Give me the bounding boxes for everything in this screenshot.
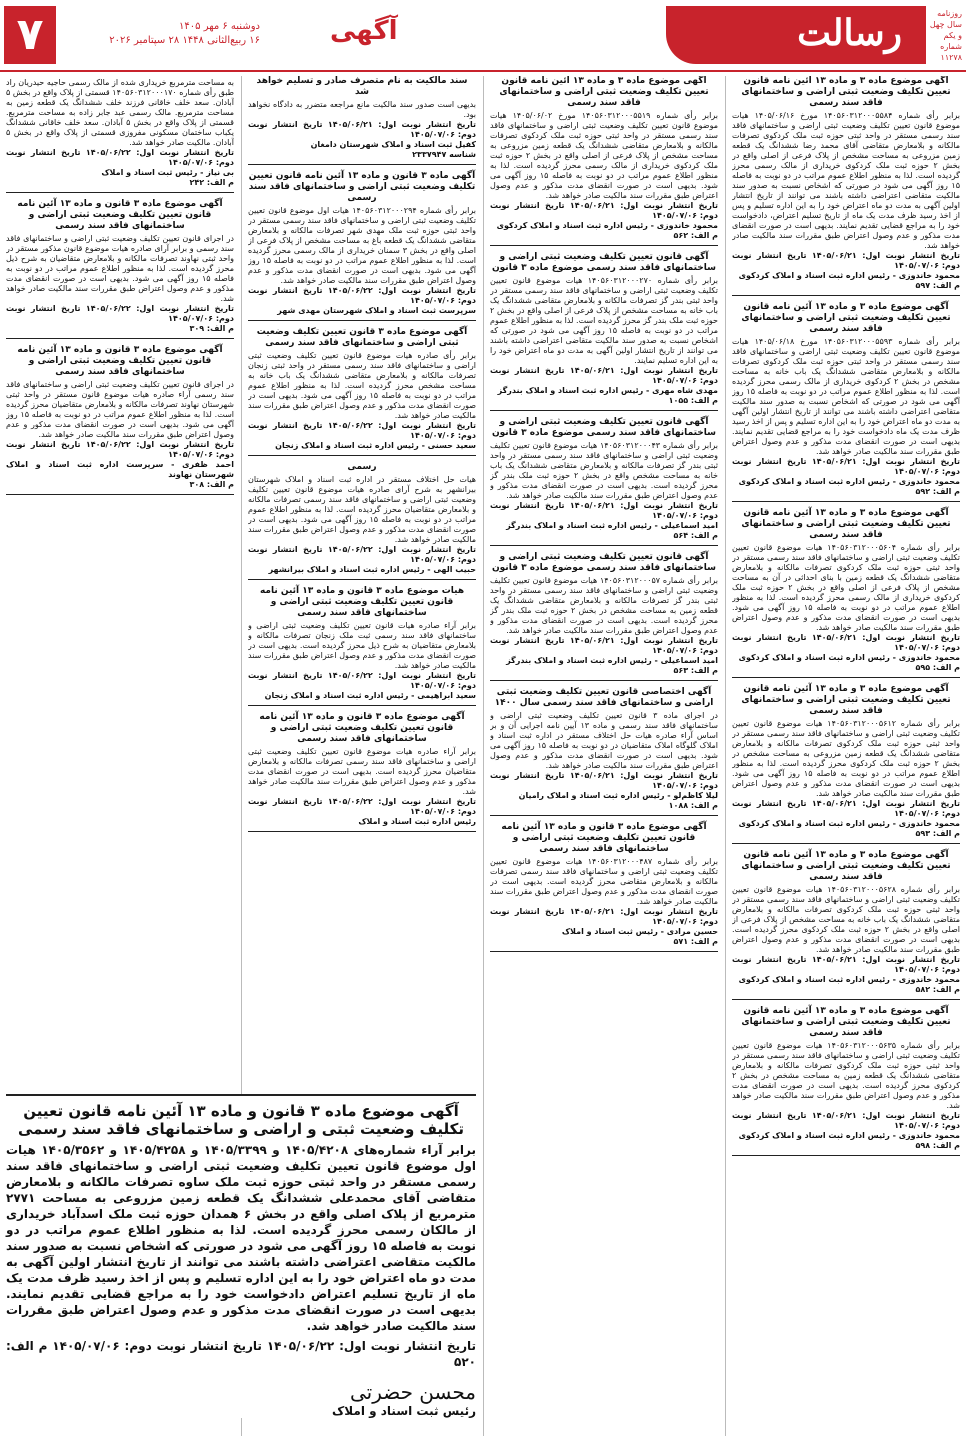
legal-notice xyxy=(732,1006,960,1156)
notice-body: برابر رأی شماره ۱۴۰۵۶۰۳۱۲۰۰۰۵۵۸۴ مورخ ۱۴۰۵/۰۶/۱۶ هیات موضوع قانون تعیین تکلیف وضعیت ثبتی اراضی و ساختمانهای فاقد سند رسمی مستقر در واحد ثبتی حوزه ثبت ملک کردکوی تصرفات مالکانه و بلامعارض متقاضی آقای محمد رضا ششدانگ یک قطعه زمین مزروعی به مساحت مشخص از پلاک فرعی از اصلی واقع در بخش ۲ حوزه ثبت ملک کردکوی خریداری از مالک رسمی محرز گردیده است. لذا به منظور اطلاع عموم مراتب در دو نوبت به فاصله ۱۵ روز آگهی می شود در صورتی که اشخاص نسبت به صدور سند مالکیت متقاضی اعتراضی داشته باشند می توانند از تاریخ انتشار اولین آگهی به مدت دو ماه اعتراض خود را به این اداره تسلیم و پس از اخذ رسید ظرف مدت یک ماه از تاریخ تسلیم اعتراض، دادخواست خود را به مراجع قضایی تقدیم نمایند. بدیهی است در صورت انقضای مدت مذکور و عدم وصول اعتراض طبق مقررات سند مالکیت صادر خواهد شد. xyxy=(732,111,960,250)
notice-title: سند مالکیت به نام متصرف صادر و تسلیم خواهد شد xyxy=(256,76,468,97)
notice-title: آگهی موضوع ماده ۳ و ماده ۱۳ آئین نامه قانون تعیین تکلیف وضعیت ثبتی اراضی و ساختمانهای فاقد سند رسمی xyxy=(741,302,951,334)
notice-signature: حبیب الهی - رئیس اداره ثبت اسناد و املاک بیرانشهر xyxy=(268,565,476,574)
notice-title: آگهی قانون تعیین تکلیف وضعیت ثبتی اراضی و ساختمانهای فاقد سند رسمی موضوع ماده ۳ قانون xyxy=(491,417,716,438)
column-divider xyxy=(483,76,484,1436)
notice-title: آگهی موضوع ماده ۳ قانون و ماده ۱۳ آئین نامه قانون تعیین تکلیف وضعیت ثبتی اراضی و ساختمانهای فاقد سند رسمی xyxy=(17,199,223,231)
notice-signature: محمود خاندوزی - رئیس اداره ثبت اسناد و املاک کردکوی xyxy=(738,271,960,280)
notice-signature: بی نیاز - رئیس ثبت اسناد و املاک xyxy=(101,168,234,177)
legal-notice xyxy=(248,586,476,706)
notice-signature: مهدی شاه مهری - رئیس اداره ثبت اسناد و املاک بندرگز xyxy=(497,386,718,395)
legal-notice xyxy=(248,171,476,321)
notice-title: آگهی موضوع ماده ۳ و ماده ۱۳ آئین نامه قانون تعیین تکلیف وضعیت ثبتی اراضی و ساختمانهای فاقد سند رسمی xyxy=(741,508,951,540)
notice-date: تاریخ انتشار نوبت اول: ۱۴۰۵/۰۶/۲۲ تاریخ انتشار نوبت دوم: ۱۴۰۵/۰۷/۰۶ xyxy=(248,286,476,305)
notice-code: شناسه ۲۳۳۷۹۴۷ xyxy=(412,150,476,159)
legal-notice xyxy=(490,687,718,816)
legal-notice xyxy=(248,712,476,832)
notice-code: م الف: ۵۶۳ xyxy=(673,666,718,675)
legal-notice xyxy=(490,417,718,546)
issue-label: شماره ۱۱۲۷۸ xyxy=(940,42,962,62)
notice-signature: محمود خاندوزی - رئیس اداره ثبت اسناد و املاک کردکوی xyxy=(738,819,960,828)
year-label: سال چهل و یکم xyxy=(929,20,962,40)
notice-date: تاریخ انتشار نوبت اول: ۱۴۰۵/۰۶/۲۱ تاریخ انتشار نوبت دوم: ۱۴۰۵/۰۷/۰۶ xyxy=(490,366,718,385)
column-1 xyxy=(732,76,960,1436)
notice-body: برابر رأی شماره ۱۴۰۵۶۰۳۱۲۰۰۰۵۶۳۵ هیات موضوع قانون تعیین تکلیف وضعیت ثبتی اراضی و ساختمانهای فاقد سند رسمی مستقر در واحد ثبتی حوزه ثبت ملک کردکوی تصرفات مالکانه و بلامعارض متقاضی ششدانگ یک قطعه زمین به مساحت مشخص در بخش ۲ کردکوی محرز گردیده است. بدیهی است در صورت انقضای مدت مذکور و عدم وصول اعتراض طبق مقررات سند مالکیت صادر خواهد شد. xyxy=(732,1041,960,1110)
featured-body: برابر آراء شماره‌های ۱۴۰۵/۴۲۰۸ و ۱۴۰۵/۳۳۹۹ و ۱۴۰۵/۴۲۵۸ و ۱۴۰۵/۳۵۶۲ هیات اول موضوع قانون تعیین تکلیف وضعیت ثبتی اراضی و ساختمانهای فاقد سند رسمی مستقر در واحد ثبتی حوزه ثبت ملک ساوه تصرفات مالکانه و بلامعارض متقاضی آقای محمدعلی ششدانگ یک قطعه زمین مزروعی به مساحت ۲۷۷۱ مترمربع از پلاک اصلی واقع در بخش ۶ همدان حوزه ثبت ملک اسدآباد خریداری از مالکان رسمی محرز گردیده است. لذا به منظور اطلاع عموم مراتب در دو نوبت به فاصله ۱۵ روز آگهی می شود در صورتی که اشخاص نسبت به صدور سند مالکیت متقاضی اعتراضی داشته باشند می توانند از تاریخ انتشار اولین آگهی به مدت دو ماه اعتراض خود را به این اداره تسلیم و پس از اخذ رسید ظرف مدت یک ماه از تاریخ تسلیم اعتراض دادخواست خود را به مراجع قضایی تقدیم نمایند. بدیهی است در صورت انقضای مدت مذکور و عدم وصول اعتراض طبق مقررات سند مالکیت صادر خواهد شد. xyxy=(6,1143,476,1333)
notice-date: تاریخ انتشار نوبت اول: ۱۴۰۵/۰۶/۲۲ تاریخ انتشار نوبت دوم: ۱۴۰۵/۰۷/۰۶ xyxy=(6,440,234,459)
legal-notice xyxy=(490,822,718,952)
notice-signature: محمود خاندوزی - رئیس اداره ثبت اسناد و املاک کردکوی xyxy=(738,1131,960,1140)
notice-body: برابر آراء صادره هیات قانون تعیین تکلیف وضعیت ثبتی اراضی و ساختمانهای فاقد سند رسمی ثبت ملک زنجان تصرفات مالکانه و بلامعارض متقاضیان به شرح ذیل محرز گردیده است. بدیهی است در صورت انقضای مدت مذکور و عدم وصول اعتراض طبق مقررات سند مالکیت صادر خواهد شد. xyxy=(248,621,476,670)
legal-notice xyxy=(6,345,234,495)
notice-body: برابر رأی شماره ۱۴۰۵۶۰۳۱۲۰۰۰۴۸۷ هیات موضوع قانون تعیین تکلیف وضعیت ثبتی اراضی و ساختمانهای فاقد سند رسمی تصرفات مالکانه و بلامعارض متقاضی محرز گردیده است. بدیهی است در صورت انقضای مدت مذکور و عدم وصول اعتراض طبق مقررات سند مالکیت صادر خواهد شد. xyxy=(490,857,718,906)
notice-date: تاریخ انتشار نوبت اول: ۱۴۰۵/۰۶/۲۲ تاریخ انتشار نوبت دوم: ۱۴۰۵/۰۷/۰۶ xyxy=(248,797,476,816)
notice-signature: رئیس اداره ثبت اسناد و املاک xyxy=(358,817,476,826)
notice-date: تاریخ انتشار نوبت اول: ۱۴۰۵/۰۶/۲۲ تاریخ انتشار نوبت دوم: ۱۴۰۵/۰۷/۰۶ xyxy=(6,304,234,323)
notice-code: م الف: ۳۰۹ xyxy=(189,324,234,333)
notice-signature: لیلا کاظم‌لو - رئیس اداره ثبت اسناد و املاک رامیان xyxy=(518,791,718,800)
featured-notice xyxy=(6,1094,476,1418)
newspaper-logo xyxy=(666,6,926,64)
notice-date: تاریخ انتشار نوبت اول: ۱۴۰۵/۰۶/۲۱ تاریخ انتشار نوبت دوم: ۱۴۰۵/۰۷/۰۶ xyxy=(732,955,960,974)
notice-signature: احمد ظفری - سرپرست اداره ثبت اسناد و املاک شهرستان نهاوند xyxy=(6,460,234,479)
notice-code: م الف: ۱۰۵۵ xyxy=(668,396,718,405)
legal-notice xyxy=(490,552,718,681)
notice-title: آگهی ماده ۳ قانون و ماده ۱۳ آئین نامه قانون تعیین تکلیف وضعیت ثبتی اراضی و ساختمانهای فاقد سند رسمی xyxy=(248,171,476,203)
notice-date: تاریخ انتشار نوبت اول: ۱۴۰۵/۰۶/۲۱ تاریخ انتشار نوبت دوم: ۱۴۰۵/۰۷/۰۶ xyxy=(490,501,718,520)
notice-code: م الف: ۵۹۲ xyxy=(915,487,960,496)
featured-title: آگهی موضوع ماده ۳ قانون و ماده ۱۳ آئین نامه قانون تعیین تکلیف وضعیت ثبتی و اراضی و ساختمانهای فاقد سند رسمی xyxy=(17,1102,465,1138)
notice-body: بدیهی است صدور سند مالکیت مانع مراجعه متضرر به دادگاه نخواهد بود. xyxy=(248,100,476,119)
notice-body: به مساحت مترمربع خریداری شده از مالک رسمی حاجیه حیدریان راد طبق رأی شماره ۱۴۰۵۶۰۳۱۲۰۰۰۱۷۰ قسمتی از پلاک واقع در بخش ۵ آبادان. سعد خلف خاقانی فرزند خلف ششدانگ یک قطعه زمین به مساحت مترمربع. مالک رسمی عبد جابر زاده به مساحت مترمربع. قسمتی از پلاک واقع در بخش ۵ آبادان. سعد خلف خاقانی ششدانگ یکباب ساختمان مسکونی مفروزی قسمتی از پلاک واقع در بخش ۵ آبادان. مالکیت صادر خواهد شد. xyxy=(6,78,234,147)
legal-notice xyxy=(6,78,234,193)
notice-date: تاریخ انتشار نوبت اول: ۱۴۰۵/۰۶/۲۱ تاریخ انتشار نوبت دوم: ۱۴۰۵/۰۷/۰۶ xyxy=(490,201,718,220)
masthead-bar xyxy=(0,0,966,72)
notice-title: آگهی موضوع ماده ۳ قانون تعیین تکلیف وضعیت ثبتی اراضی و ساختمانهای فاقد سند رسمی xyxy=(256,327,468,348)
notice-code: م الف: ۵۹۳ xyxy=(915,829,960,838)
notice-signature: کفیل ثبت اسناد و املاک شهرستان دامغان xyxy=(310,140,476,149)
notice-body: در اجرای قانون تعیین تکلیف وضعیت ثبتی اراضی و ساختمانهای فاقد سند رسمی آراء صادره هیات موضوع قانون مستقر در واحد ثبتی شهرستان نهاوند تصرفات مالکانه و بلامعارض متقاضیان محرز گردیده است. لذا به منظور اطلاع عموم مراتب در دو نوبت به فاصله ۱۵ روز آگهی می شود. بدیهی است در صورت انقضای مدت مذکور و عدم وصول اعتراض طبق مقررات سند مالکیت صادر خواهد شد. xyxy=(6,380,234,439)
notice-date: تاریخ انتشار نوبت اول: ۱۴۰۵/۰۶/۲۲ تاریخ انتشار نوبت دوم: ۱۴۰۵/۰۷/۰۶ xyxy=(6,148,234,167)
signature-title: رئیس ثبت اسناد و املاک xyxy=(332,1404,476,1418)
notice-signature: محمود خاندوزی - رئیس اداره ثبت اسناد و املاک کردکوی xyxy=(738,477,960,486)
notice-code: م الف: ۳۰۸ xyxy=(189,480,234,489)
notice-title: آگهی قانون تعیین تکلیف وضعیت ثبتی اراضی و ساختمانهای فاقد سند رسمی موضوع ماده ۳ قانون xyxy=(491,552,716,573)
notice-signature: حسین مرادی - رئیس ثبت اسناد و املاک xyxy=(561,927,718,936)
notice-signature: سعید ابراهیمی - رئیس اداره ثبت اسناد و املاک زنجان xyxy=(264,691,476,700)
notice-date: تاریخ انتشار نوبت اول: ۱۴۰۵/۰۶/۲۱ تاریخ انتشار نوبت دوم: ۱۴۰۵/۰۷/۰۶ xyxy=(490,907,718,926)
notice-code: م الف: ۲۴۲ xyxy=(189,178,234,187)
masthead-meta xyxy=(928,8,962,62)
notice-body: برابر رأی شماره ۱۴۰۵۶۰۳۱۲۰۰۰۲۷۰ هیات موضوع قانون تعیین تکلیف وضعیت ثبتی اراضی و ساختمانهای فاقد سند رسمی مستقر در واحد ثبتی بندر گز تصرفات مالکانه و بلامعارض متقاضی ششدانگ یک باب خانه به مساحت مشخص از پلاک فرعی از اصلی واقع در بخش ۲ حوزه ثبت ملک بندر گز محرز گردیده است. لذا به منظور اطلاع عموم مراتب در دو نوبت به فاصله ۱۵ روز آگهی می شود در صورتی که اشخاص نسبت به صدور سند مالکیت متقاضی اعتراضی داشته باشند می توانند از تاریخ انتشار اولین آگهی به مدت دو ماه اعتراض خود را به این اداره تسلیم نمایند. xyxy=(490,276,718,365)
notice-code: م الف: ۵۹۷ xyxy=(915,281,960,290)
legal-notice xyxy=(6,199,234,339)
notice-signature: امید اسماعیلی - رئیس اداره ثبت اسناد و املاک بندرگز xyxy=(506,656,718,665)
notice-body: هیات حل اختلاف مستقر در اداره ثبت اسناد و املاک شهرستان بیرانشهر به شرح آرای صادره هیات موضوع قانون تعیین تکلیف وضعیت ثبتی اراضی و ساختمانهای فاقد سند رسمی تصرفات مالکانه و بلامعارض متقاضیان محرز گردیده است. لذا به منظور اطلاع عموم مراتب در دو نوبت به فاصله ۱۵ روز آگهی می شود. بدیهی است در صورت انقضای مدت مذکور و عدم وصول اعتراض طبق مقررات سند مالکیت صادر خواهد شد. xyxy=(248,475,476,544)
notice-title: آگهی موضوع ماده ۳ قانون و ماده ۱۳ آئین نامه قانون تعیین تکلیف وضعیت ثبتی اراضی و ساختمانهای فاقد سند رسمی xyxy=(501,822,707,854)
date-other: ۱۶ ربیع‌الثانی ۱۴۴۸ ۲۸ سپتامبر ۲۰۲۶ xyxy=(109,35,260,46)
notice-date: تاریخ انتشار نوبت اول: ۱۴۰۵/۰۶/۲۱ تاریخ انتشار نوبت دوم: ۱۴۰۵/۰۷/۰۶ xyxy=(732,799,960,818)
legal-notice xyxy=(732,508,960,678)
legal-notice xyxy=(248,327,476,456)
legal-notice xyxy=(732,302,960,502)
notice-date: تاریخ انتشار نوبت اول: ۱۴۰۵/۰۶/۲۱ تاریخ انتشار نوبت دوم: ۱۴۰۵/۰۷/۰۶ xyxy=(732,457,960,476)
brand-small: روزنامه xyxy=(937,9,962,18)
notice-code: م الف: ۵۸۲ xyxy=(915,985,960,994)
legal-notice xyxy=(732,76,960,296)
notice-body: برابر رأی شماره ۱۴۰۵۶۰۳۱۲۰۰۰۵۵۹۳ مورخ ۱۴۰۵/۰۶/۱۸ هیات موضوع قانون تعیین تکلیف وضعیت ثبتی اراضی و ساختمانهای فاقد سند رسمی مستقر در واحد ثبتی حوزه ثبت ملک کردکوی تصرفات مالکانه و بلامعارض متقاضی ششدانگ یک باب خانه به مساحت مشخص در بخش ۲ کردکوی خریداری از مالک رسمی محرز گردیده است. لذا به منظور اطلاع عموم مراتب در دو نوبت به فاصله ۱۵ روز آگهی می شود در صورتی که اشخاص نسبت به صدور سند مالکیت متقاضی اعتراضی داشته باشند می توانند از تاریخ انتشار اولین آگهی به مدت دو ماه اعتراض خود را به این اداره تسلیم و پس از اخذ رسید ظرف مدت یک ماه دادخواست خود را به مراجع قضایی تقدیم نمایند. بدیهی است در صورت انقضای مدت مذکور و عدم وصول اعتراض طبق مقررات سند مالکیت صادر خواهد شد. xyxy=(732,337,960,456)
legal-notice xyxy=(248,76,476,165)
date-box xyxy=(60,20,260,48)
notice-title: آگهی موضوع ماده ۳ و ماده ۱۳ آئین نامه قانون تعیین تکلیف وضعیت ثبتی اراضی و ساختمانهای فاقد سند رسمی xyxy=(499,76,709,108)
notice-date: تاریخ انتشار نوبت اول: ۱۴۰۵/۰۶/۲۱ تاریخ انتشار نوبت دوم: ۱۴۰۵/۰۷/۰۶ xyxy=(248,120,476,139)
notice-body: برابر آراء صادره هیات موضوع قانون تعیین تکلیف وضعیت ثبتی اراضی و ساختمانهای فاقد سند رسمی تصرفات مالکانه و بلامعارض متقاضیان محرز گردیده است. بدیهی است در صورت انقضای مدت مذکور و عدم وصول اعتراض طبق مقررات سند مالکیت صادر خواهد شد. xyxy=(248,747,476,796)
notice-code: م الف: ۵۶۴ xyxy=(673,531,718,540)
notice-body: برابر رأی شماره ۱۴۰۵۶۰۳۱۲۰۰۰۵۶۰۴ هیات موضوع قانون تعیین تکلیف وضعیت ثبتی اراضی و ساختمانهای فاقد سند رسمی مستقر در واحد ثبتی حوزه ثبت ملک کردکوی تصرفات مالکانه و بلامعارض متقاضی ششدانگ یک قطعه زمین با بنای احداثی در آن به مساحت مشخص از پلاک فرعی از اصلی واقع در بخش ۲ حوزه ثبت ملک کردکوی خریداری از مالک رسمی محرز گردیده است. لذا به منظور اطلاع عموم مراتب در دو نوبت به فاصله ۱۵ روز آگهی می شود. بدیهی است در صورت انقضای مدت مذکور و عدم وصول اعتراض طبق مقررات سند مالکیت صادر خواهد شد. xyxy=(732,543,960,632)
legal-notice xyxy=(490,76,718,246)
notice-body: در اجرای ماده ۳ قانون تعیین تکلیف وضعیت ثبتی اراضی و ساختمانهای فاقد سند رسمی و ماده ۱۳ آیین نامه اجرایی آن و بر اساس آراء صادره هیات حل اختلاف مستقر در اداره ثبت اسناد و املاک گلوگاه املاک متقاضیان در دو نوبت به فاصله ۱۵ روز آگهی می شود. بدیهی است در صورت انقضای مدت مذکور و عدم وصول اعتراض طبق مقررات سند مالکیت صادر خواهد شد. xyxy=(490,711,718,770)
notice-signature: سعید حسنی - رئیس اداره ثبت اسناد و املاک زنجان xyxy=(275,441,476,450)
notice-date: تاریخ انتشار نوبت اول: ۱۴۰۵/۰۶/۲۱ تاریخ انتشار نوبت دوم: ۱۴۰۵/۰۷/۰۶ xyxy=(732,251,960,270)
notice-title: آگهی موضوع ماده ۳ قانون و ماده ۱۳ آئین نامه قانون تعیین تکلیف وضعیت ثبتی اراضی و ساختمانهای فاقد سند رسمی xyxy=(17,345,223,377)
notice-date: تاریخ انتشار نوبت اول: ۱۴۰۵/۰۶/۲۱ تاریخ انتشار نوبت دوم: ۱۴۰۵/۰۷/۰۶ xyxy=(732,1111,960,1130)
notice-date: تاریخ انتشار نوبت اول: ۱۴۰۵/۰۶/۲۲ تاریخ انتشار نوبت دوم: ۱۴۰۵/۰۷/۰۶ xyxy=(248,421,476,440)
notice-code: م الف: ۵۹۸ xyxy=(915,1141,960,1150)
date-persian: دوشنبه ۶ مهر ۱۴۰۵ xyxy=(179,21,260,32)
notice-title: آگهی موضوع ماده ۳ و ماده ۱۳ آئین نامه قانون تعیین تکلیف وضعیت ثبتی اراضی و ساختمانهای فاقد سند رسمی xyxy=(741,684,951,716)
signature: محسن حضرتی xyxy=(349,1380,476,1404)
section-title: آگهی xyxy=(330,16,398,46)
notice-title: آگهی موضوع ماده ۳ و ماده ۱۳ آئین نامه قانون تعیین تکلیف وضعیت ثبتی اراضی و ساختمانهای فاقد سند رسمی xyxy=(741,850,951,882)
column-divider xyxy=(725,76,726,1436)
notice-title: هیات موضوع ماده ۳ قانون و ماده ۱۳ آئین نامه قانون تعیین تکلیف وضعیت ثبتی اراضی و ساختمانهای فاقد سند رسمی xyxy=(259,586,465,618)
notice-body: برابر رأی صادره هیات موضوع قانون تعیین تکلیف وضعیت ثبتی اراضی و ساختمانهای فاقد سند رسمی مستقر در واحد ثبتی زنجان تصرفات مالکانه و بلامعارض متقاضی ششدانگ یک باب خانه به مساحت مشخص محرز گردیده است. لذا به منظور اطلاع عموم مراتب در دو نوبت به فاصله ۱۵ روز آگهی می شود. بدیهی است در صورت انقضای مدت مذکور و عدم وصول اعتراض طبق مقررات سند مالکیت صادر خواهد شد. xyxy=(248,351,476,420)
notice-title: آگهی قانون تعیین تکلیف وضعیت ثبتی اراضی و ساختمانهای فاقد سند رسمی موضوع ماده ۳ قانون xyxy=(491,252,716,273)
notice-body: برابر رأی شماره ۱۴۰۵۶۰۳۱۲۰۰۰۵۶۲۸ هیات موضوع قانون تعیین تکلیف وضعیت ثبتی اراضی و ساختمانهای فاقد سند رسمی مستقر در واحد ثبتی حوزه ثبت ملک کردکوی تصرفات مالکانه و بلامعارض متقاضی ششدانگ یک باب خانه به مساحت مشخص از پلاک فرعی از اصلی واقع در بخش ۲ حوزه ثبت ملک کردکوی محرز گردیده است. بدیهی است در صورت انقضای مدت مذکور و عدم وصول اعتراض طبق مقررات سند مالکیت صادر خواهد شد. xyxy=(732,885,960,954)
notice-title: آگهی موضوع ماده ۳ قانون و ماده ۱۳ آئین نامه قانون تعیین تکلیف وضعیت ثبتی اراضی و ساختمانهای فاقد سند رسمی xyxy=(259,712,465,744)
legal-notice xyxy=(490,252,718,411)
notice-date: تاریخ انتشار نوبت اول: ۱۴۰۵/۰۶/۲۱ تاریخ انتشار نوبت دوم: ۱۴۰۵/۰۷/۰۶ xyxy=(490,636,718,655)
notice-title: آگهی موضوع ماده ۳ و ماده ۱۳ آئین نامه قانون تعیین تکلیف وضعیت ثبتی اراضی و ساختمانهای فاقد سند رسمی xyxy=(741,76,951,108)
notice-body: در اجرای قانون تعیین تکلیف وضعیت ثبتی اراضی و ساختمانهای فاقد سند رسمی و برابر آرای صادره هیات موضوع قانون مذکور مستقر در واحد ثبتی نهاوند تصرفات مالکانه و بلامعارض متقاضیان به شرح ذیل محرز گردیده است. لذا به منظور اطلاع عموم مراتب در دو نوبت به فاصله ۱۵ روز آگهی می شود. بدیهی است در صورت انقضای مدت مذکور و عدم وصول اعتراض طبق مقررات سند مالکیت صادر خواهد شد. xyxy=(6,234,234,303)
legal-notice xyxy=(732,684,960,844)
notice-title: رسمی xyxy=(347,462,377,472)
notice-code: م الف: ۱۰۸۸ xyxy=(668,801,718,810)
notice-body: برابر رأی شماره ۱۴۰۵۶۰۳۱۲۰۰۰۲۹۴ هیات اول موضوع قانون تعیین تکلیف وضعیت ثبتی اراضی و ساختمانهای فاقد سند رسمی مستقر در واحد ثبتی حوزه ثبت ملک مهدی شهر تصرفات مالکانه و بلامعارض متقاضی ششدانگ یک قطعه باغ به مساحت مشخص از پلاک فرعی از اصلی واقع در بخش ۳ سمنان خریداری از مالک رسمی محرز گردیده است. لذا به منظور اطلاع عموم مراتب در دو نوبت به فاصله ۱۵ روز آگهی می شود. بدیهی است در صورت انقضای مدت مذکور و عدم وصول اعتراض طبق مقررات سند مالکیت صادر خواهد شد. xyxy=(248,206,476,285)
column-2 xyxy=(490,76,718,1436)
notice-body: برابر رأی شماره ۱۴۰۵۶۰۳۱۲۰۰۰۵۵۱۹ مورخ ۱۴۰۵/۰۶/۰۲ هیات موضوع قانون تعیین تکلیف وضعیت ثبتی اراضی و ساختمانهای فاقد سند رسمی مستقر در واحد ثبتی حوزه ثبت ملک کردکوی تصرفات مالکانه و بلامعارض متقاضی ششدانگ یک قطعه زمین مزروعی به مساحت مشخص از پلاک فرعی از اصلی واقع در بخش ۲ حوزه ثبت ملک کردکوی خریداری از مالک رسمی محرز گردیده است. لذا به منظور اطلاع عموم مراتب در دو نوبت به فاصله ۱۵ روز آگهی می شود. بدیهی است در صورت انقضای مدت مذکور و عدم وصول اعتراض طبق مقررات سند مالکیت صادر خواهد شد. xyxy=(490,111,718,200)
notice-code: م الف: ۵۹۵ xyxy=(915,663,960,672)
legal-notice xyxy=(732,850,960,1000)
notice-signature: سرپرست ثبت اسناد و املاک شهرستان مهدی شهر xyxy=(277,306,476,315)
legal-notice xyxy=(248,462,476,580)
notice-body: برابر رأی شماره ۱۴۰۵۶۰۳۱۲۰۰۰۵۶۱۲ هیات موضوع قانون تعیین تکلیف وضعیت ثبتی اراضی و ساختمانهای فاقد سند رسمی مستقر در واحد ثبتی حوزه ثبت ملک کردکوی تصرفات مالکانه و بلامعارض متقاضی ششدانگ یک قطعه زمین مزروعی به مساحت مشخص در بخش ۲ حوزه ثبت ملک کردکوی محرز گردیده است. لذا به منظور اطلاع عموم مراتب در دو نوبت به فاصله ۱۵ روز آگهی می شود. بدیهی است در صورت انقضای مدت مذکور و عدم وصول اعتراض طبق مقررات سند مالکیت صادر خواهد شد. xyxy=(732,719,960,798)
notice-title: آگهی موضوع ماده ۳ و ماده ۱۳ آئین نامه قانون تعیین تکلیف وضعیت ثبتی اراضی و ساختمانهای فاقد سند رسمی xyxy=(741,1006,951,1038)
notice-date: تاریخ انتشار نوبت اول: ۱۴۰۵/۰۶/۲۲ تاریخ انتشار نوبت دوم: ۱۴۰۵/۰۷/۰۶ xyxy=(248,545,476,564)
notice-code: م الف: ۵۷۱ xyxy=(673,937,718,946)
notice-code: م الف: ۵۶۲ xyxy=(673,231,718,240)
notice-date: تاریخ انتشار نوبت اول: ۱۴۰۵/۰۶/۲۱ تاریخ انتشار نوبت دوم: ۱۴۰۵/۰۷/۰۶ xyxy=(732,633,960,652)
notice-signature: محمود خاندوزی - رئیس اداره ثبت اسناد و املاک کردکوی xyxy=(738,975,960,984)
notice-signature: محمود خاندوزی - رئیس اداره ثبت اسناد و املاک کردکوی xyxy=(496,221,718,230)
featured-date: تاریخ انتشار نوبت اول: ۱۴۰۵/۰۶/۲۲ تاریخ انتشار نوبت دوم: ۱۴۰۵/۰۷/۰۶ م الف: ۵۲۰ xyxy=(6,1339,476,1369)
notice-title: آگهی اختصاصی قانون تعیین تکلیف وضعیت ثبتی اراضی و ساختمانهای فاقد سند رسمی سال ۱۴۰۰ xyxy=(494,687,714,708)
notice-body: برابر رأی شماره ۱۴۰۵۶۰۳۱۲۰۰۰۵۷ هیات موضوع قانون تعیین تکلیف وضعیت ثبتی اراضی و ساختمانهای فاقد سند رسمی مستقر در واحد ثبتی بندر گز تصرفات مالکانه و بلامعارض متقاضی ششدانگ یک قطعه زمین به مساحت مشخص در بخش ۲ حوزه ثبت ملک بندر گز محرز گردیده است. بدیهی است در صورت انقضای مدت مذکور و عدم وصول اعتراض طبق مقررات سند مالکیت صادر خواهد شد. xyxy=(490,576,718,635)
notice-date: تاریخ انتشار نوبت اول: ۱۴۰۵/۰۶/۲۲ تاریخ انتشار نوبت دوم: ۱۴۰۵/۰۷/۰۶ xyxy=(248,671,476,690)
notice-body: برابر رأی شماره ۱۴۰۵۶۰۳۱۲۰۰۰۴۳ هیات موضوع قانون تعیین تکلیف وضعیت ثبتی اراضی و ساختمانهای فاقد سند رسمی مستقر در واحد ثبتی بندر گز تصرفات مالکانه و بلامعارض متقاضی ششدانگ یک باب خانه به مساحت مشخص واقع در بخش ۲ حوزه ثبت ملک بندر گز محرز گردیده است. بدیهی است در صورت انقضای مدت مذکور و عدم وصول اعتراض طبق مقررات سند مالکیت صادر خواهد شد. xyxy=(490,441,718,500)
notice-signature: محمود خاندوزی - رئیس اداره ثبت اسناد و املاک کردکوی xyxy=(738,653,960,662)
notice-signature: امید اسماعیلی - رئیس اداره ثبت اسناد و املاک بندرگز xyxy=(506,521,718,530)
notice-date: تاریخ انتشار نوبت اول: ۱۴۰۵/۰۶/۲۱ تاریخ انتشار نوبت دوم: ۱۴۰۵/۰۷/۰۶ xyxy=(490,771,718,790)
page-number: ۷ xyxy=(4,6,56,64)
logo-text: رسالت xyxy=(797,12,902,54)
